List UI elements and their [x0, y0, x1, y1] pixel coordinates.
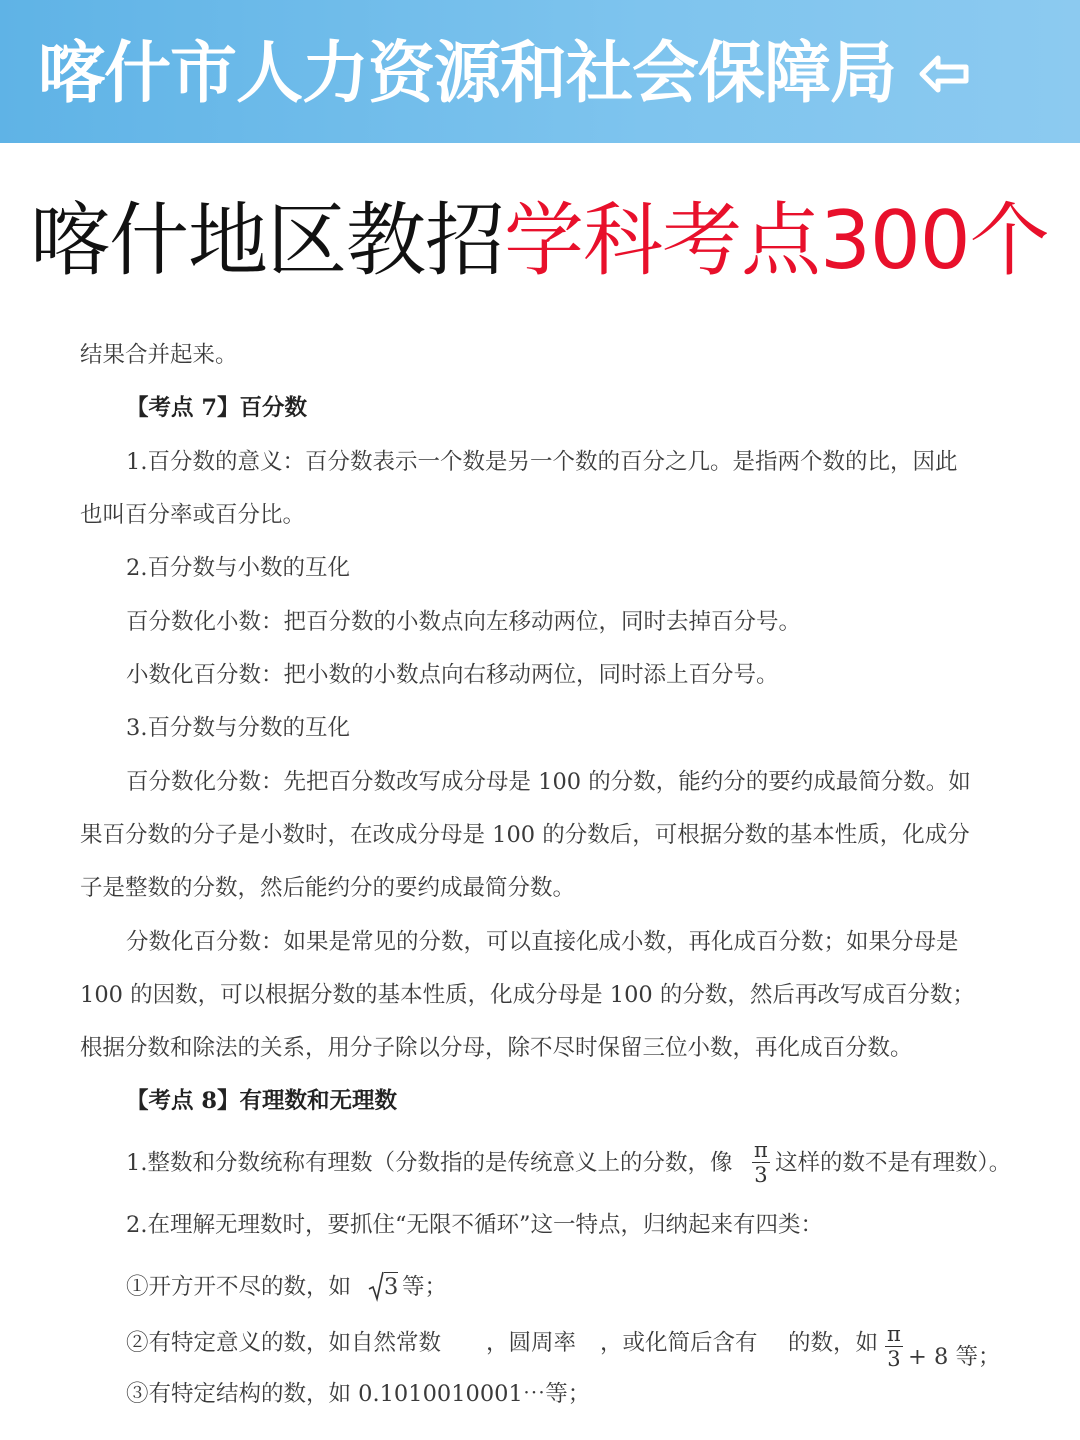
text-line: 1.整数和分数统称有理数（分数指的是传统意义上的分数，像 — [126, 1150, 733, 1176]
text-line: 百分数化分数：先把百分数改写成分母是 100 的分数，能约分的要约成最简分数。如 — [126, 769, 971, 795]
text-line: ②有特定意义的数，如自然常数 — [126, 1330, 442, 1356]
text-line: 根据分数和除法的关系，用分子除以分母，除不尽时保留三位小数，再化成百分数。 — [80, 1035, 913, 1061]
text-line: ，圆周率 — [486, 1330, 577, 1356]
sqrt-sign-icon — [368, 1270, 384, 1302]
fraction-pi-over-3 — [885, 1322, 903, 1371]
banner-title: 喀什市人力资源和社会保障局 — [38, 34, 896, 112]
text-line: + 8 等； — [908, 1344, 1001, 1370]
text-line: 小数化百分数：把小数的小数点向右移动两位，同时添上百分号。 — [126, 662, 779, 688]
text-line: 也叫百分率或百分比。 — [80, 502, 306, 528]
section-heading-7: 【考点 7】百分数 — [126, 395, 307, 421]
text-line: 3.百分数与分数的互化 — [126, 715, 350, 741]
text-line: 2.百分数与小数的互化 — [126, 555, 350, 581]
fraction-numerator: π — [754, 1138, 768, 1162]
header-banner — [0, 0, 1080, 143]
text-line: 果百分数的分子是小数时，在改成分母是 100 的分数后，可根据分数的基本性质，化成分 — [80, 822, 970, 848]
section-heading-8: 【考点 8】有理数和无理数 — [126, 1088, 397, 1114]
fraction-denominator: 3 — [754, 1163, 768, 1187]
text-line: 子是整数的分数，然后能约分的要约成最简分数。 — [80, 875, 576, 901]
text-line: 结果合并起来。 — [80, 342, 238, 368]
text-line: 2.在理解无理数时，要抓住“无限不循环”这一特点，归纳起来有四类： — [126, 1212, 823, 1238]
return-arrow-icon[interactable] — [916, 50, 972, 98]
text-line: 百分数化小数：把百分数的小数点向左移动两位，同时去掉百分号。 — [126, 609, 802, 635]
text-line: ①开方开不尽的数，如 — [126, 1274, 352, 1300]
fraction-denominator: 3 — [887, 1347, 901, 1371]
text-line: 1.百分数的意义：百分数表示一个数是另一个数的百分之几。是指两个数的比，因此 — [126, 449, 958, 475]
text-line: ，或化简后含有 — [600, 1330, 758, 1356]
text-line: 这样的数不是有理数）。 — [775, 1150, 1012, 1176]
fraction-pi-over-3 — [752, 1138, 770, 1187]
title-black-part: 喀什地区教招 — [30, 194, 504, 287]
fraction-numerator: π — [887, 1322, 901, 1346]
text-line: 100 的因数，可以根据分数的基本性质，化成分母是 100 的分数，然后再改写成百分数； — [80, 982, 975, 1008]
text-line: 的数，如 — [788, 1330, 879, 1356]
title-red-part: 学科考点300个 — [504, 194, 1049, 287]
text-line: 分数化百分数：如果是常见的分数，可以直接化成小数，再化成百分数；如果分母是 — [126, 929, 959, 955]
text-line: ③有特定结构的数，如 0.1010010001⋯等； — [126, 1381, 591, 1407]
sqrt-radicand: 3 — [384, 1274, 399, 1300]
text-line: 等； — [402, 1274, 448, 1300]
page-title — [30, 186, 1049, 296]
